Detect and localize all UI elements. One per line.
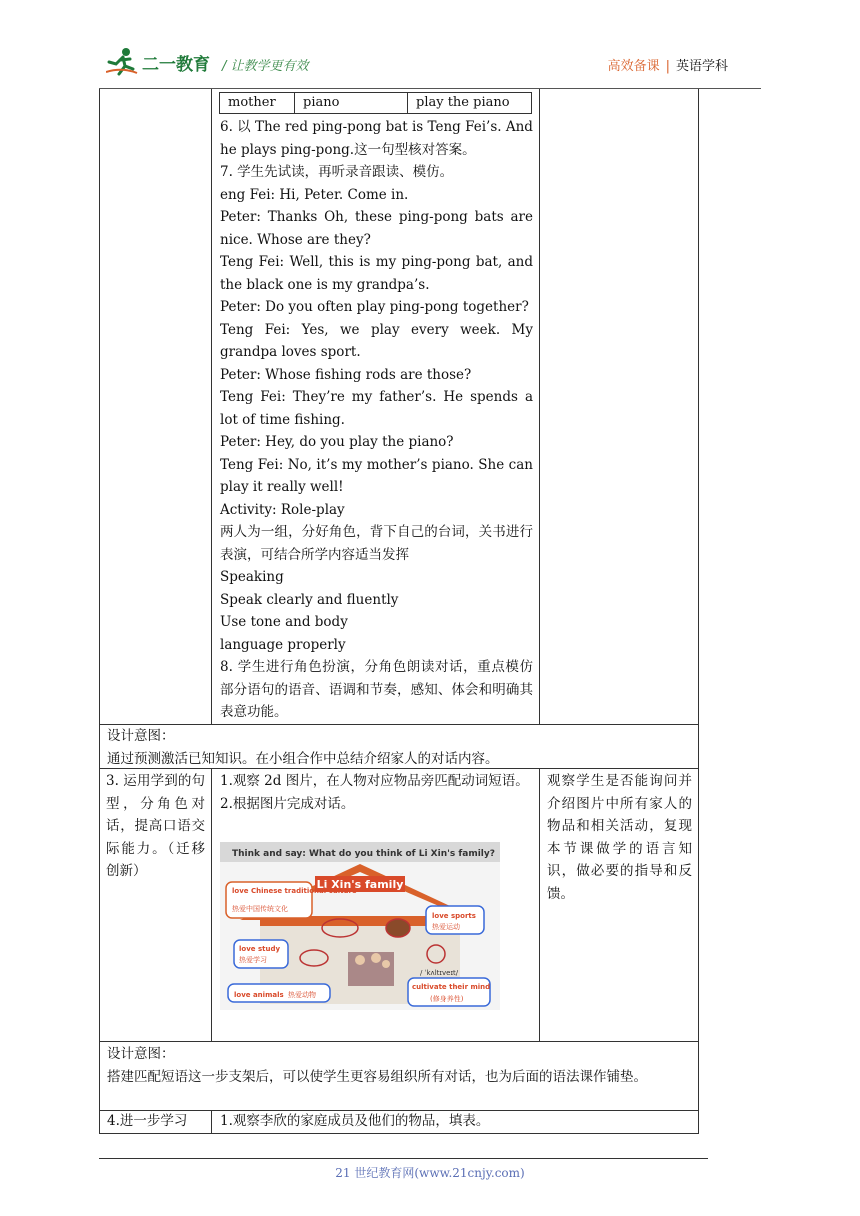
speaking-point: Speak clearly and fluently — [220, 591, 399, 608]
dialogue-line: Peter: Hey, do you play the piano? — [220, 434, 454, 450]
header-subject-label: 英语学科 — [675, 59, 728, 74]
col-divider — [539, 768, 540, 1041]
table-border-right — [698, 89, 699, 1133]
design-intent-title: 设计意图： — [107, 728, 175, 744]
row-divider — [99, 1041, 699, 1042]
header-course-label: 高效备课 — [607, 59, 660, 74]
vocab-cell-person: mother — [220, 93, 295, 113]
vocab-table-row — [219, 92, 532, 114]
logo — [106, 45, 210, 79]
tag-animals-cn: 热爱动物 — [288, 991, 316, 999]
procedure-text — [220, 116, 533, 724]
vocab-cell-object: piano — [295, 93, 408, 113]
activity-instructions: 两人为一组，分好角色，背下自己的台词，关书进行表演，可结合所学内容适当发挥 — [220, 524, 533, 563]
step3-assessment: 观察学生是否能询问并介绍图片中所有家人的物品和相关活动，复现本节课做学的语言知识，做必要的指导和反馈。 — [547, 773, 692, 902]
step3-objective: 3. 运用学到的句型，分角色对话，提高口语交际能力。（迁移创新） — [106, 773, 205, 879]
speaking-title: Speaking — [220, 569, 284, 585]
tag-animals: love animals — [234, 991, 284, 999]
design-intent-1 — [107, 725, 697, 770]
slogan: / 让教学更有效 — [222, 59, 309, 74]
vocab-cell-activity: play the piano — [416, 95, 510, 110]
tag-chinese-culture-cn: 热爱中国传统文化 — [232, 905, 288, 913]
family-illustration — [220, 842, 500, 1010]
dialogue-line: Teng Fei: Yes, we play every week. My grandpa loves sport. — [220, 321, 533, 360]
design-intent-title: 设计意图： — [107, 1046, 175, 1062]
col-divider — [539, 89, 540, 724]
tag-study-cn: 热爱学习 — [239, 956, 267, 964]
dialogue-line: Peter: Thanks Oh, these ping-pong bats are nice. Whose are they? — [220, 209, 533, 248]
step6-text-cont: he plays ping-pong.这一句型核对答案。 — [220, 141, 476, 158]
dialogue-line: Teng Fei: No, it’s my mother’s piano. She can play it really well! — [220, 456, 533, 495]
image-banner: Think and say: What do you think of Li Xin's family? — [232, 849, 495, 859]
col-divider — [211, 768, 212, 1041]
dialogue-line: eng Fei: Hi, Peter. Come in. — [220, 186, 409, 203]
footer-text: 21 世纪教育网(www.21cnjy.com) — [335, 1166, 525, 1180]
row-divider — [99, 1133, 699, 1134]
header-separator: | — [665, 59, 670, 74]
tag-cultivate: cultivate their mind — [412, 983, 491, 991]
dialogue-line: Teng Fei: They’re my father’s. He spends a lot of time fishing. — [220, 389, 533, 428]
header-subject — [608, 55, 728, 74]
tag-sports-cn: 热爱运动 — [432, 923, 460, 931]
tag-sports: love sports — [432, 912, 476, 920]
header-rule — [99, 88, 761, 89]
speaking-point: language properly — [220, 636, 346, 653]
image-title: Li Xin's family — [316, 878, 404, 891]
li-xin-family-image — [220, 842, 500, 1010]
step6-text: 6. 以 The red ping-pong bat is Teng Fei’s. And — [220, 119, 533, 135]
footer-rule — [99, 1158, 708, 1159]
design-intent-text: 搭建匹配短语这一步支架后，可以使学生更容易组织所有对话，也为后面的语法课作铺垫。 — [107, 1068, 647, 1085]
activity-title: Activity: Role-play — [220, 501, 345, 518]
step4-activity: 1.观察李欣的家庭成员及他们的物品，填表。 — [220, 1113, 490, 1129]
design-intent-text: 通过预测激活已知知识。在小组合作中总结介绍家人的对话内容。 — [107, 750, 499, 767]
tag-phonetic: / ˈkʌltɪveɪt/ — [420, 969, 459, 977]
runner-logo-icon — [106, 47, 138, 77]
step3-activities — [220, 770, 533, 815]
dialogue-line: Teng Fei: Well, this is my ping-pong bat, and the black one is my grandpa’s. — [220, 254, 533, 293]
col-divider — [211, 1110, 212, 1133]
table-border-left — [99, 89, 100, 1133]
step7-text: 7. 学生先试读，再听录音跟读、模仿。 — [220, 164, 454, 180]
dialogue-line: Peter: Do you often play ping-pong together? — [220, 299, 529, 315]
speaking-point: Use tone and body — [220, 614, 348, 630]
page-header — [0, 0, 860, 92]
tag-chinese-culture: love Chinese traditional culture — [232, 887, 357, 895]
step3-activity: 2.根据图片完成对话。 — [220, 795, 355, 812]
tag-study: love study — [239, 945, 281, 953]
tag-cultivate-cn: (修身养性) — [430, 995, 464, 1003]
col-divider — [211, 89, 212, 724]
step8-text: 8. 学生进行角色扮演，分角色朗读对话，重点模仿部分语句的语音、语调和节奏，感知、体会和明确其表意功能。 — [220, 659, 533, 720]
design-intent-2 — [107, 1043, 694, 1088]
step3-activity: 1.观察 2d 图片，在人物对应物品旁匹配动词短语。 — [220, 773, 529, 789]
logo-text: 二一教育 — [142, 54, 210, 75]
step4-objective: 4.进一步学习 — [107, 1113, 188, 1129]
dialogue-line: Peter: Whose fishing rods are those? — [220, 366, 472, 383]
